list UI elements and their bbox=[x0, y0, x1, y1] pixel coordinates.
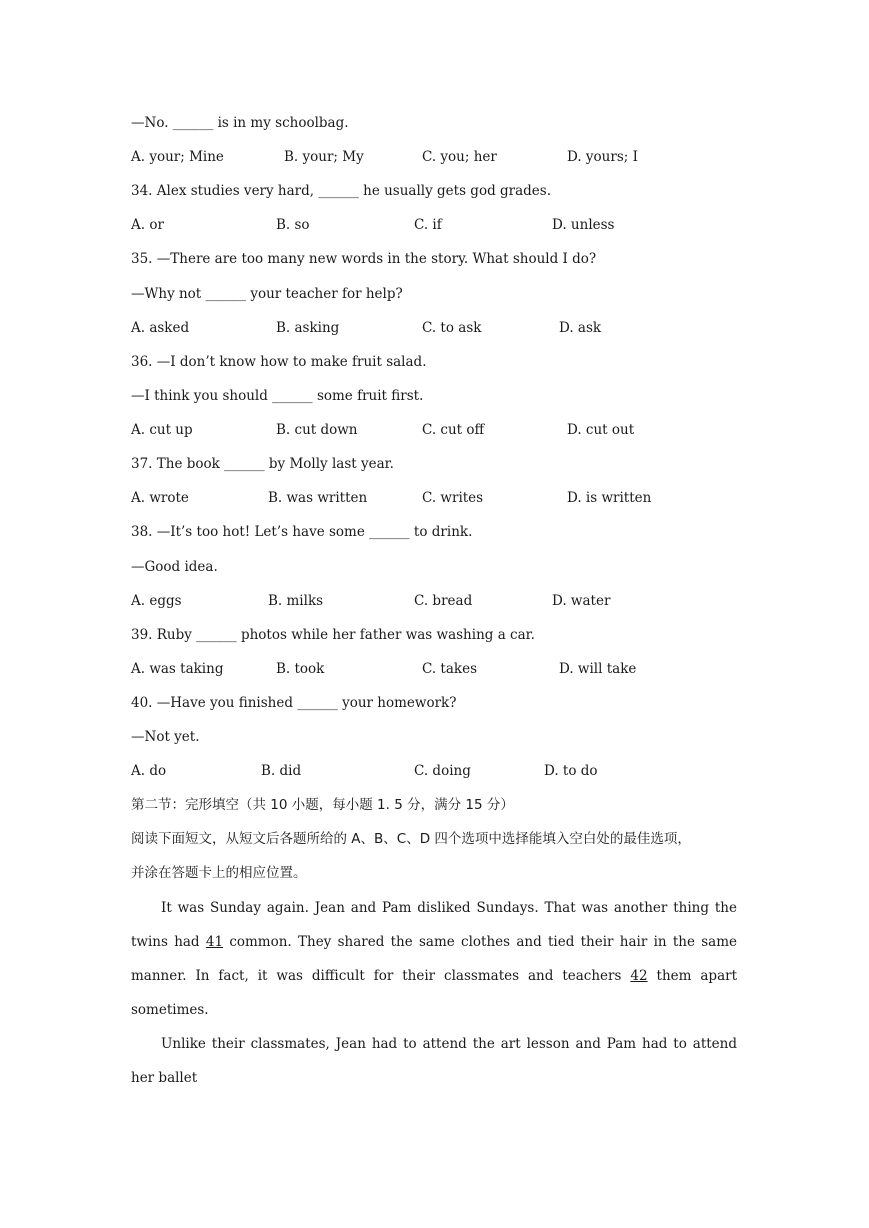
q35-option-a: A. asked bbox=[131, 320, 190, 336]
q36-option-a: A. cut up bbox=[131, 422, 193, 438]
passage-p1-line1: It was Sunday again. Jean and Pam disliked Sundays. That was another thing the bbox=[161, 900, 737, 916]
q38-option-a: A. eggs bbox=[131, 593, 182, 609]
q33-option-c: C. you; her bbox=[422, 149, 497, 165]
q33-option-d: D. yours; I bbox=[567, 149, 638, 165]
passage-text: them apart bbox=[647, 968, 737, 984]
q39-option-c: C. takes bbox=[422, 661, 478, 677]
q33-option-a: A. your; Mine bbox=[131, 149, 224, 165]
q37-option-b: B. was written bbox=[268, 490, 368, 506]
q38-option-d: D. water bbox=[552, 593, 611, 609]
q40-reply: —Not yet. bbox=[131, 729, 200, 745]
q35-option-c: C. to ask bbox=[422, 320, 482, 336]
blank-41: 41 bbox=[205, 934, 224, 950]
q36-option-c: C. cut off bbox=[422, 422, 485, 438]
q36-stem: 36. —I don’t know how to make fruit salad. bbox=[131, 354, 427, 370]
q39-stem: 39. Ruby ______ photos while her father was washing a car. bbox=[131, 627, 535, 643]
q40-option-d: D. to do bbox=[544, 763, 598, 779]
passage-p1-line2 bbox=[131, 933, 737, 951]
section2-instruction-line2: 并涂在答题卡上的相应位置。 bbox=[131, 865, 307, 881]
q38-option-c: C. bread bbox=[414, 593, 473, 609]
q37-option-d: D. is written bbox=[567, 490, 652, 506]
passage-text: manner. In fact, it was difficult for their classmates and teachers bbox=[131, 968, 631, 984]
blank-42: 42 bbox=[630, 968, 648, 984]
passage-p2-line2: her ballet bbox=[131, 1070, 198, 1086]
passage-p1-line4: sometimes. bbox=[131, 1002, 209, 1018]
q40-option-c: C. doing bbox=[414, 763, 471, 779]
q38-reply: —Good idea. bbox=[131, 559, 218, 575]
q37-option-c: C. writes bbox=[422, 490, 484, 506]
q38-option-b: B. milks bbox=[268, 593, 324, 609]
q34-option-b: B. so bbox=[276, 217, 310, 233]
q36-option-d: D. cut out bbox=[567, 422, 635, 438]
q36-reply: —I think you should ______ some fruit first. bbox=[131, 388, 424, 404]
q39-option-d: D. will take bbox=[559, 661, 637, 677]
q34-option-c: C. if bbox=[414, 217, 442, 233]
q35-option-b: B. asking bbox=[276, 320, 340, 336]
q38-stem: 38. —It’s too hot! Let’s have some ______ to drink. bbox=[131, 524, 473, 540]
q37-option-a: A. wrote bbox=[131, 490, 189, 506]
q40-option-a: A. do bbox=[131, 763, 167, 779]
passage-p2-line1: Unlike their classmates, Jean had to attend the art lesson and Pam had to attend bbox=[161, 1036, 737, 1052]
q34-option-d: D. unless bbox=[552, 217, 615, 233]
passage-text: common. They shared the same clothes and tied their hair in the same bbox=[223, 934, 737, 950]
q34-option-a: A. or bbox=[131, 217, 164, 233]
q36-option-b: B. cut down bbox=[276, 422, 358, 438]
section2-instruction-line1: 阅读下面短文，从短文后各题所给的 A、B、C、D 四个选项中选择能填入空白处的最佳选项， bbox=[131, 831, 691, 847]
q35-stem: 35. —There are too many new words in the story. What should I do? bbox=[131, 251, 597, 267]
q39-option-a: A. was taking bbox=[131, 661, 224, 677]
q39-option-b: B. took bbox=[276, 661, 325, 677]
passage-text: twins had bbox=[131, 934, 206, 950]
q33-option-b: B. your; My bbox=[284, 149, 364, 165]
q33-reply: —No. ______ is in my schoolbag. bbox=[131, 115, 349, 131]
q34-stem: 34. Alex studies very hard, ______ he usually gets god grades. bbox=[131, 183, 552, 199]
q37-stem: 37. The book ______ by Molly last year. bbox=[131, 456, 394, 472]
passage-p1-line3 bbox=[131, 967, 737, 985]
q35-option-d: D. ask bbox=[559, 320, 602, 336]
q40-stem: 40. —Have you finished ______ your homework? bbox=[131, 695, 457, 711]
section2-heading: 第二节：完形填空（共 10 小题，每小题 1. 5 分，满分 15 分） bbox=[131, 797, 514, 813]
q35-reply: —Why not ______ your teacher for help? bbox=[131, 286, 403, 302]
q40-option-b: B. did bbox=[261, 763, 302, 779]
